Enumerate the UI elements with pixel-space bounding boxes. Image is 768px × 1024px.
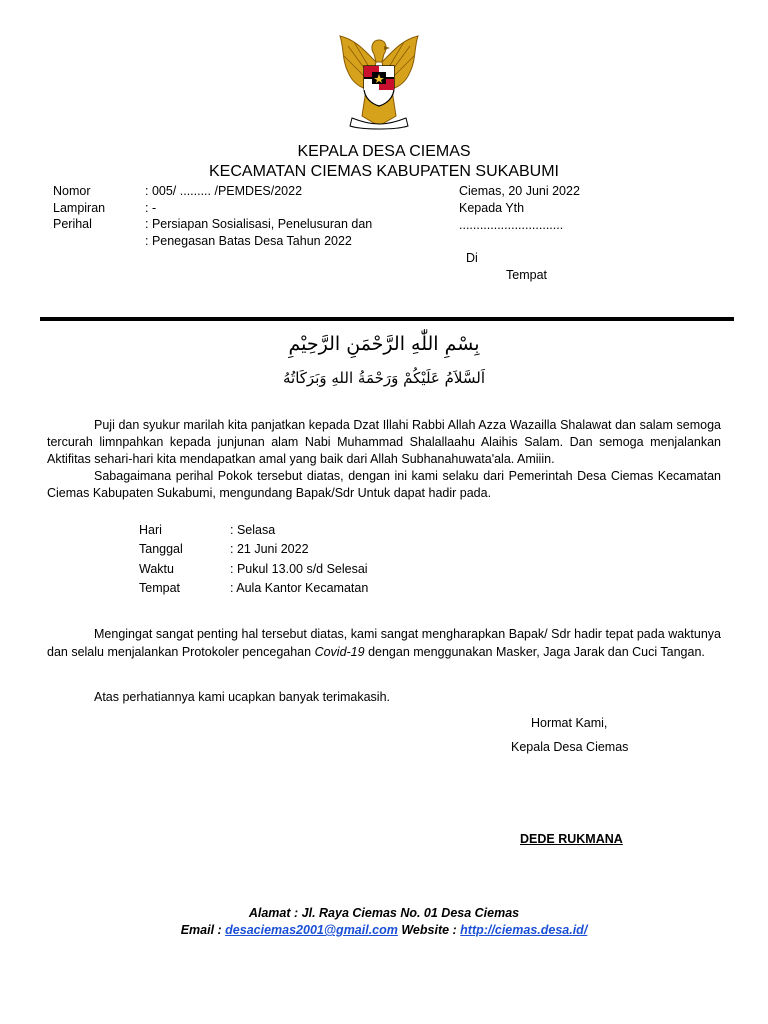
nomor-value: : 005/ ......... /PEMDES/2022 xyxy=(145,184,303,198)
nomor-label: Nomor xyxy=(53,184,91,198)
covid-term: Covid-19 xyxy=(314,645,365,659)
paragraph-protocol-text-2: dengan menggunakan Masker, Jaga Jarak dan Cuci Tangan. xyxy=(364,645,705,659)
schedule-value-tempat: : Aula Kantor Kecamatan xyxy=(230,581,369,595)
addressee-tempat: Tempat xyxy=(506,268,547,282)
schedule-label-hari: Hari xyxy=(139,523,162,537)
paragraph-invitation-text: Sabagaimana perihal Pokok tersebut diatas, dengan ini kami selaku dari Pemerintah Desa Ciemas Kecamatan Ciemas Kabupaten Sukabumi, mengundang Bapak/Sdr Untuk dapat hadir pada. xyxy=(47,469,721,500)
paragraph-opening xyxy=(47,417,721,468)
header-divider xyxy=(40,317,734,321)
email-label: Email : xyxy=(180,923,226,937)
paragraph-invitation xyxy=(47,468,721,502)
perihal-value-1: : Persiapan Sosialisasi, Penelusuran dan xyxy=(145,217,373,231)
website-label: Website : xyxy=(397,923,461,937)
schedule-value-waktu: : Pukul 13.00 s/d Selesai xyxy=(230,562,368,576)
paragraph-opening-text: Puji dan syukur marilah kita panjatkan kepada Dzat Illahi Rabbi Allah Azza Wazailla Shalawat dan salam semoga tercurah limnpahkan kepada junjunan alam Nabi Muhammad Shalallaahu Alaihis Salam. Dan semoga menjalankan Aktifitas sehari-hari kita mendapatkan amal yang baik dari Allah Subhanahuwata'ala. Amiiin. xyxy=(47,418,721,466)
schedule-label-tempat: Tempat xyxy=(139,581,180,595)
schedule-value-tanggal: : 21 Juni 2022 xyxy=(230,542,309,556)
footer-contact xyxy=(0,923,768,937)
letterhead-line-2: KECAMATAN CIEMAS KABUPATEN SUKABUMI xyxy=(209,163,559,180)
addressee-dots: .............................. xyxy=(459,218,564,232)
basmala-text: بِسْمِ اللّٰهِ الرَّحْمَنِ الرَّحِيْمِ xyxy=(288,333,480,355)
footer-address: Alamat : Jl. Raya Ciemas No. 01 Desa Ciemas xyxy=(248,906,520,920)
paragraph-thanks: Atas perhatiannya kami ucapkan banyak terimakasih. xyxy=(94,690,390,704)
schedule-label-waktu: Waktu xyxy=(139,562,174,576)
lampiran-value: : - xyxy=(145,201,157,215)
paragraph-protocol xyxy=(47,625,721,661)
signature-greeting: Hormat Kami, xyxy=(531,716,608,730)
signature-title: Kepala Desa Ciemas xyxy=(511,740,629,754)
signatory-name: DEDE RUKMANA xyxy=(520,832,623,846)
garuda-emblem-icon xyxy=(326,32,432,132)
salam-text: اَلسَّلاَمُ عَلَيْكُمْ وَرَحْمَةُ اللهِ وَبَرَكَاتُهُ xyxy=(283,369,485,387)
email-link[interactable]: desaciemas2001@gmail.com xyxy=(225,923,398,937)
lampiran-label: Lampiran xyxy=(53,201,106,215)
addressee-di: Di xyxy=(466,251,478,265)
schedule-label-tanggal: Tanggal xyxy=(139,542,183,556)
perihal-label: Perihal xyxy=(53,217,92,231)
letterhead-line-1: KEPALA DESA CIEMAS xyxy=(297,143,471,160)
paragraph-protocol-text-1: Mengingat sangat penting hal tersebut diatas, kami sangat mengharapkan Bapak/ Sdr hadir tepat pada waktunya dan selalu menjalankan Protokoler pencegahan xyxy=(47,627,721,659)
schedule-value-hari: : Selasa xyxy=(230,523,276,537)
place-date: Ciemas, 20 Juni 2022 xyxy=(459,184,580,198)
perihal-value-2: : Penegasan Batas Desa Tahun 2022 xyxy=(145,234,352,248)
addressee-heading: Kepada Yth xyxy=(459,201,525,215)
website-link[interactable]: http://ciemas.desa.id/ xyxy=(460,923,588,937)
